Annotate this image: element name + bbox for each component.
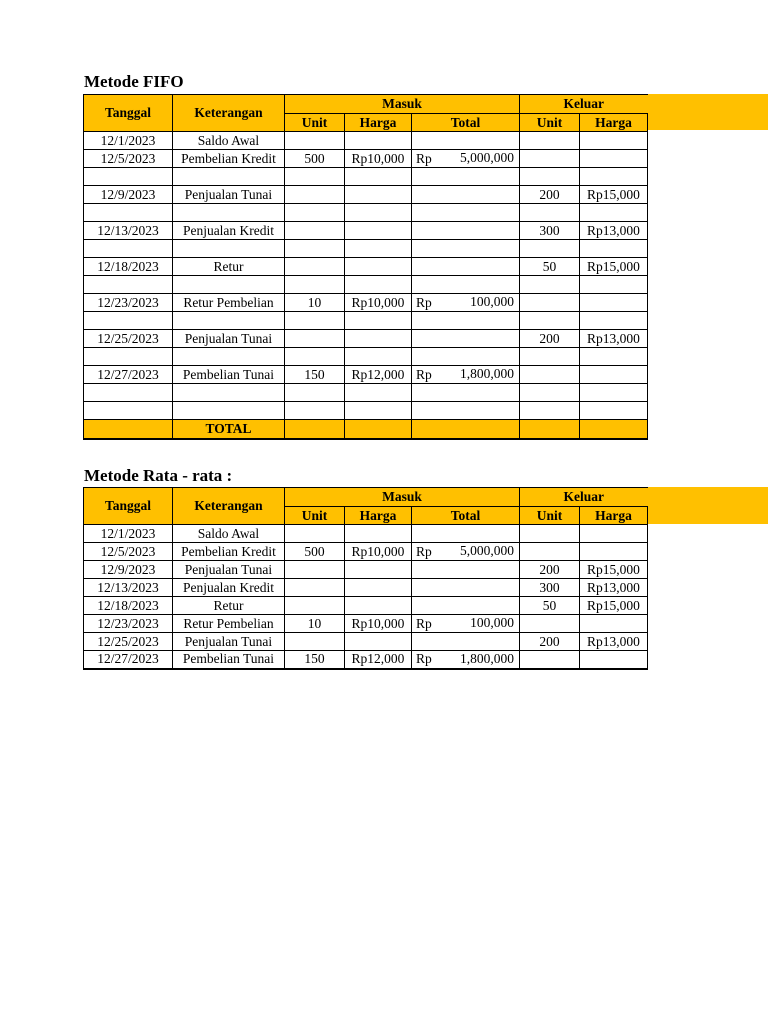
cell-tanggal <box>84 384 173 402</box>
cell-keluar-harga: Rp13,000 <box>580 330 648 348</box>
cell-keterangan: Penjualan Kredit <box>173 222 285 240</box>
rata-title: Metode Rata - rata : <box>84 466 233 485</box>
table-row <box>84 402 648 420</box>
cell-masuk-harga: Rp10,000 <box>345 615 412 633</box>
cell-keluar-harga <box>580 525 648 543</box>
table-row <box>84 150 648 168</box>
cell-tanggal <box>84 240 173 258</box>
header-masuk-unit: Unit <box>285 507 345 525</box>
cell-masuk-unit <box>285 132 345 150</box>
currency-prefix: Rp <box>416 651 432 667</box>
cell-masuk-unit: 500 <box>285 150 345 168</box>
cell-masuk-harga: Rp10,000 <box>345 150 412 168</box>
currency-prefix: Rp <box>416 543 432 559</box>
table-row <box>84 276 648 294</box>
header-tanggal: Tanggal <box>84 488 173 525</box>
table-row <box>84 312 648 330</box>
cell-keluar-unit <box>520 384 580 402</box>
total-cell-empty <box>580 420 648 439</box>
cell-masuk-unit <box>285 168 345 186</box>
table-row <box>84 633 648 651</box>
cell-tanggal: 12/18/2023 <box>84 597 173 615</box>
cell-keluar-unit <box>520 525 580 543</box>
cell-keluar-harga <box>580 366 648 384</box>
cell-masuk-unit <box>285 633 345 651</box>
rata-table <box>83 487 648 670</box>
cell-masuk-total <box>412 402 520 420</box>
cell-masuk-harga <box>345 186 412 204</box>
cell-masuk-total <box>412 615 520 633</box>
table-row <box>84 651 648 669</box>
cell-masuk-harga: Rp12,000 <box>345 651 412 669</box>
cell-masuk-harga <box>345 633 412 651</box>
cell-masuk-unit <box>285 597 345 615</box>
cell-tanggal: 12/27/2023 <box>84 366 173 384</box>
fifo-title: Metode FIFO <box>84 72 184 91</box>
cell-tanggal <box>84 204 173 222</box>
cell-keluar-unit <box>520 132 580 150</box>
cell-masuk-unit <box>285 384 345 402</box>
header-keluar-harga: Harga <box>580 114 648 132</box>
cell-masuk-total <box>412 348 520 366</box>
cell-keluar-harga <box>580 150 648 168</box>
cell-keluar-unit <box>520 651 580 669</box>
cell-masuk-total <box>412 222 520 240</box>
cell-keterangan: Saldo Awal <box>173 132 285 150</box>
amount-value: 100,000 <box>470 294 514 309</box>
table-row <box>84 348 648 366</box>
cell-masuk-total <box>412 543 520 561</box>
cell-masuk-unit <box>285 240 345 258</box>
cell-keluar-harga <box>580 348 648 366</box>
cell-tanggal: 12/5/2023 <box>84 150 173 168</box>
cell-masuk-unit: 10 <box>285 294 345 312</box>
cell-masuk-harga <box>345 168 412 186</box>
cell-keterangan: Pembelian Kredit <box>173 150 285 168</box>
cell-tanggal: 12/1/2023 <box>84 132 173 150</box>
cell-keluar-unit: 200 <box>520 330 580 348</box>
cell-masuk-harga <box>345 597 412 615</box>
cell-tanggal: 12/23/2023 <box>84 294 173 312</box>
cell-keterangan: Retur <box>173 258 285 276</box>
cell-keluar-unit <box>520 312 580 330</box>
cell-masuk-total <box>412 579 520 597</box>
cell-keluar-unit <box>520 543 580 561</box>
amount-value: 100,000 <box>470 615 514 630</box>
cell-masuk-total <box>412 186 520 204</box>
cell-tanggal: 12/25/2023 <box>84 330 173 348</box>
cell-masuk-unit: 500 <box>285 543 345 561</box>
cell-masuk-total <box>412 132 520 150</box>
cell-keterangan: Penjualan Tunai <box>173 330 285 348</box>
total-cell-empty <box>520 420 580 439</box>
cell-masuk-harga: Rp10,000 <box>345 294 412 312</box>
table-row <box>84 204 648 222</box>
cell-masuk-unit <box>285 330 345 348</box>
cell-tanggal <box>84 348 173 366</box>
cell-keluar-unit <box>520 168 580 186</box>
header-masuk: Masuk <box>285 95 520 114</box>
table-row <box>84 222 648 240</box>
cell-keluar-harga <box>580 651 648 669</box>
cell-keterangan: Retur Pembelian <box>173 294 285 312</box>
cell-keluar-unit <box>520 150 580 168</box>
cell-masuk-harga <box>345 348 412 366</box>
fifo-table <box>83 94 648 440</box>
cell-tanggal: 12/9/2023 <box>84 186 173 204</box>
cell-keluar-unit: 300 <box>520 222 580 240</box>
cell-masuk-unit <box>285 348 345 366</box>
header-keluar: Keluar <box>520 95 648 114</box>
header-keluar-harga: Harga <box>580 507 648 525</box>
cell-masuk-harga <box>345 240 412 258</box>
total-cell-empty <box>84 420 173 439</box>
currency-prefix: Rp <box>416 150 432 166</box>
header-masuk-total: Total <box>412 507 520 525</box>
cell-masuk-total <box>412 651 520 669</box>
cell-tanggal: 12/1/2023 <box>84 525 173 543</box>
cell-masuk-harga: Rp10,000 <box>345 543 412 561</box>
cell-keluar-unit <box>520 402 580 420</box>
cell-keluar-harga <box>580 543 648 561</box>
cell-masuk-unit <box>285 276 345 294</box>
table-row <box>84 258 648 276</box>
cell-keterangan <box>173 312 285 330</box>
cell-keluar-harga <box>580 294 648 312</box>
cell-keterangan: Saldo Awal <box>173 525 285 543</box>
table-row <box>84 294 648 312</box>
cell-tanggal <box>84 312 173 330</box>
cell-keterangan: Penjualan Tunai <box>173 186 285 204</box>
cell-keluar-harga: Rp15,000 <box>580 186 648 204</box>
cell-masuk-total <box>412 240 520 258</box>
amount-value: 1,800,000 <box>460 366 514 381</box>
cell-tanggal <box>84 402 173 420</box>
cell-keluar-unit <box>520 615 580 633</box>
cell-masuk-harga <box>345 525 412 543</box>
table-row <box>84 543 648 561</box>
cell-keluar-harga <box>580 615 648 633</box>
cell-masuk-unit: 150 <box>285 651 345 669</box>
cell-masuk-total <box>412 258 520 276</box>
cell-tanggal: 12/27/2023 <box>84 651 173 669</box>
header-keluar-unit: Unit <box>520 114 580 132</box>
table-row <box>84 525 648 543</box>
cell-masuk-harga <box>345 132 412 150</box>
cell-masuk-harga <box>345 579 412 597</box>
currency-prefix: Rp <box>416 366 432 382</box>
cell-keluar-harga: Rp13,000 <box>580 633 648 651</box>
cell-tanggal: 12/9/2023 <box>84 561 173 579</box>
table-row <box>84 561 648 579</box>
cell-masuk-total <box>412 330 520 348</box>
cell-tanggal: 12/23/2023 <box>84 615 173 633</box>
cell-masuk-total <box>412 525 520 543</box>
cell-keterangan: Pembelian Tunai <box>173 366 285 384</box>
cell-masuk-total <box>412 366 520 384</box>
cell-masuk-unit <box>285 402 345 420</box>
cell-tanggal <box>84 276 173 294</box>
cell-keluar-harga <box>580 132 648 150</box>
cell-masuk-total <box>412 312 520 330</box>
cell-masuk-unit <box>285 525 345 543</box>
table-row <box>84 330 648 348</box>
table-row <box>84 168 648 186</box>
cell-tanggal: 12/13/2023 <box>84 579 173 597</box>
cell-masuk-harga <box>345 222 412 240</box>
cell-masuk-unit <box>285 258 345 276</box>
cell-keluar-unit <box>520 204 580 222</box>
cell-masuk-harga <box>345 258 412 276</box>
header-keluar-unit: Unit <box>520 507 580 525</box>
cell-keluar-harga <box>580 204 648 222</box>
cell-masuk-total <box>412 204 520 222</box>
cell-masuk-unit <box>285 222 345 240</box>
cell-keluar-harga <box>580 384 648 402</box>
cell-tanggal: 12/25/2023 <box>84 633 173 651</box>
currency-prefix: Rp <box>416 615 432 631</box>
table-row <box>84 384 648 402</box>
total-cell-empty <box>345 420 412 439</box>
cell-keluar-unit: 200 <box>520 561 580 579</box>
cell-keluar-harga: Rp15,000 <box>580 561 648 579</box>
total-cell-empty <box>285 420 345 439</box>
cell-masuk-harga: Rp12,000 <box>345 366 412 384</box>
cell-masuk-harga <box>345 402 412 420</box>
header-masuk-unit: Unit <box>285 114 345 132</box>
cell-masuk-harga <box>345 312 412 330</box>
table-row <box>84 597 648 615</box>
cell-masuk-total <box>412 597 520 615</box>
cell-masuk-harga <box>345 330 412 348</box>
rata-header-bar-extension <box>646 487 768 524</box>
cell-keluar-unit: 200 <box>520 633 580 651</box>
header-masuk-harga: Harga <box>345 114 412 132</box>
fifo-header-bar-extension <box>646 94 768 130</box>
cell-masuk-harga <box>345 276 412 294</box>
cell-masuk-unit <box>285 312 345 330</box>
cell-masuk-total <box>412 276 520 294</box>
cell-keluar-unit <box>520 348 580 366</box>
header-keterangan: Keterangan <box>173 95 285 132</box>
cell-keluar-unit <box>520 276 580 294</box>
total-label: TOTAL <box>173 420 285 439</box>
amount-value: 5,000,000 <box>460 150 514 165</box>
cell-keluar-unit <box>520 366 580 384</box>
table-row <box>84 186 648 204</box>
cell-keluar-harga <box>580 276 648 294</box>
cell-keluar-harga: Rp13,000 <box>580 579 648 597</box>
table-row <box>84 132 648 150</box>
cell-keluar-unit <box>520 240 580 258</box>
header-tanggal: Tanggal <box>84 95 173 132</box>
table-row <box>84 366 648 384</box>
cell-tanggal: 12/13/2023 <box>84 222 173 240</box>
header-keluar: Keluar <box>520 488 648 507</box>
cell-keluar-harga <box>580 240 648 258</box>
currency-prefix: Rp <box>416 294 432 310</box>
cell-masuk-unit <box>285 204 345 222</box>
cell-keluar-harga <box>580 312 648 330</box>
cell-keluar-unit: 50 <box>520 258 580 276</box>
cell-masuk-unit <box>285 579 345 597</box>
cell-keterangan <box>173 204 285 222</box>
cell-keluar-unit: 50 <box>520 597 580 615</box>
cell-keterangan: Pembelian Tunai <box>173 651 285 669</box>
cell-masuk-harga <box>345 384 412 402</box>
cell-keterangan <box>173 402 285 420</box>
cell-keterangan <box>173 276 285 294</box>
header-keterangan: Keterangan <box>173 488 285 525</box>
cell-masuk-harga <box>345 561 412 579</box>
cell-masuk-unit <box>285 186 345 204</box>
amount-value: 5,000,000 <box>460 543 514 558</box>
cell-masuk-total <box>412 168 520 186</box>
cell-masuk-harga <box>345 204 412 222</box>
cell-keterangan: Retur Pembelian <box>173 615 285 633</box>
cell-keluar-harga <box>580 402 648 420</box>
cell-keluar-unit: 300 <box>520 579 580 597</box>
cell-keterangan: Pembelian Kredit <box>173 543 285 561</box>
cell-keluar-unit: 200 <box>520 186 580 204</box>
table-row <box>84 240 648 258</box>
total-cell-empty <box>412 420 520 439</box>
cell-keterangan <box>173 384 285 402</box>
cell-masuk-unit <box>285 561 345 579</box>
cell-masuk-total <box>412 633 520 651</box>
cell-tanggal: 12/5/2023 <box>84 543 173 561</box>
header-masuk-harga: Harga <box>345 507 412 525</box>
cell-masuk-total <box>412 384 520 402</box>
cell-keluar-harga: Rp15,000 <box>580 597 648 615</box>
amount-value: 1,800,000 <box>460 651 514 666</box>
cell-keterangan <box>173 348 285 366</box>
header-masuk-total: Total <box>412 114 520 132</box>
cell-keluar-harga <box>580 168 648 186</box>
cell-tanggal <box>84 168 173 186</box>
cell-keterangan <box>173 240 285 258</box>
table-row <box>84 579 648 597</box>
cell-keterangan: Penjualan Tunai <box>173 633 285 651</box>
cell-masuk-total <box>412 294 520 312</box>
cell-keterangan: Penjualan Tunai <box>173 561 285 579</box>
cell-masuk-unit: 150 <box>285 366 345 384</box>
cell-keterangan <box>173 168 285 186</box>
cell-keluar-unit <box>520 294 580 312</box>
table-row <box>84 615 648 633</box>
cell-keterangan: Penjualan Kredit <box>173 579 285 597</box>
cell-masuk-total <box>412 561 520 579</box>
cell-keterangan: Retur <box>173 597 285 615</box>
header-masuk: Masuk <box>285 488 520 507</box>
cell-masuk-total <box>412 150 520 168</box>
cell-masuk-unit: 10 <box>285 615 345 633</box>
cell-tanggal: 12/18/2023 <box>84 258 173 276</box>
cell-keluar-harga: Rp13,000 <box>580 222 648 240</box>
cell-keluar-harga: Rp15,000 <box>580 258 648 276</box>
